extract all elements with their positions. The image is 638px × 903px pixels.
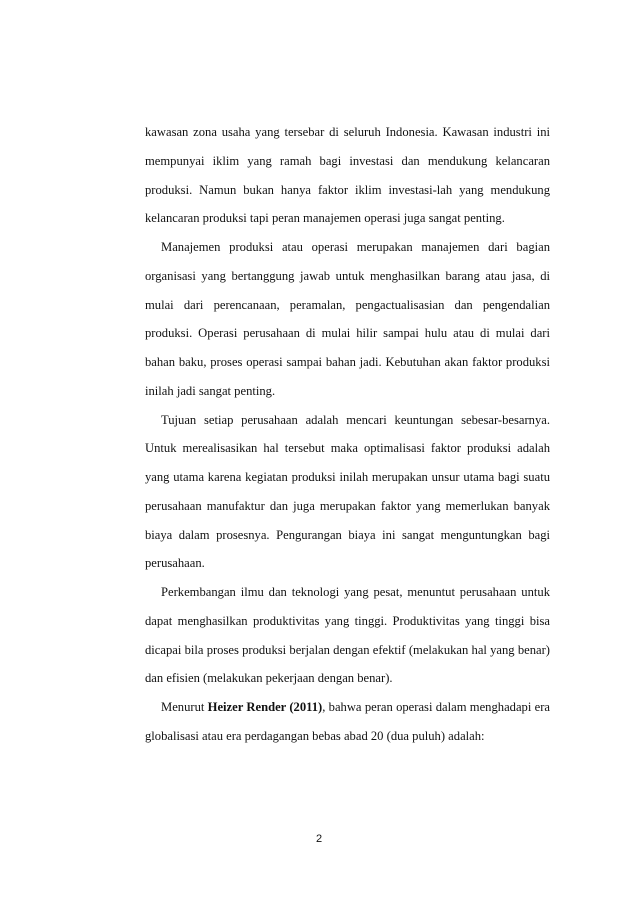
- citation-intro: Menurut: [161, 700, 208, 714]
- paragraph-1: kawasan zona usaha yang tersebar di seluruh Indonesia. Kawasan industri ini mempunyai iklim yang ramah bagi investasi dan mendukung kelancaran produksi. Namun bukan hanya faktor iklim investasi-lah yang mendukung kelancaran produksi tapi peran manajemen operasi juga sangat penting.: [145, 125, 550, 226]
- paragraph-5: [145, 693, 550, 751]
- paragraph-4: Perkembangan ilmu dan teknologi yang pesat, menuntut perusahaan untuk dapat menghasilkan produktivitas yang tinggi. Produktivitas yang tinggi bisa dicapai bila proses produksi berjalan dengan efektif (melakukan hal yang benar) dan efisien (melakukan pekerjaan dengan benar).: [145, 585, 550, 686]
- paragraph-2: Manajemen produksi atau operasi merupakan manajemen dari bagian organisasi yang bertanggung jawab untuk menghasilkan barang atau jasa, di mulai dari perencanaan, peramalan, pengactualisasian dan pengendalian produksi. Operasi perusahaan di mulai hilir sampai hulu atau di mulai dari bahan baku, proses operasi sampai bahan jadi. Kebutuhan akan faktor produksi inilah jadi sangat penting.: [145, 240, 550, 398]
- page-number: 2: [315, 833, 323, 845]
- body-text: [145, 118, 550, 751]
- paragraph-3: Tujuan setiap perusahaan adalah mencari keuntungan sebesar-besarnya. Untuk merealisasikan hal tersebut maka optimalisasi faktor produksi adalah yang utama karena kegiatan produksi inilah merupakan unsur utama bagi suatu perusahaan manufaktur dan juga merupakan faktor yang memerlukan banyak biaya dalam prosesnya. Pengurangan biaya ini sangat menguntungkan bagi perusahaan.: [145, 412, 550, 571]
- citation-author: Heizer Render (2011): [207, 700, 323, 714]
- citation-text: , bahwa peran operasi dalam menghadapi era globalisasi atau era perdagangan bebas abad 20 (dua puluh) adalah:: [145, 700, 551, 743]
